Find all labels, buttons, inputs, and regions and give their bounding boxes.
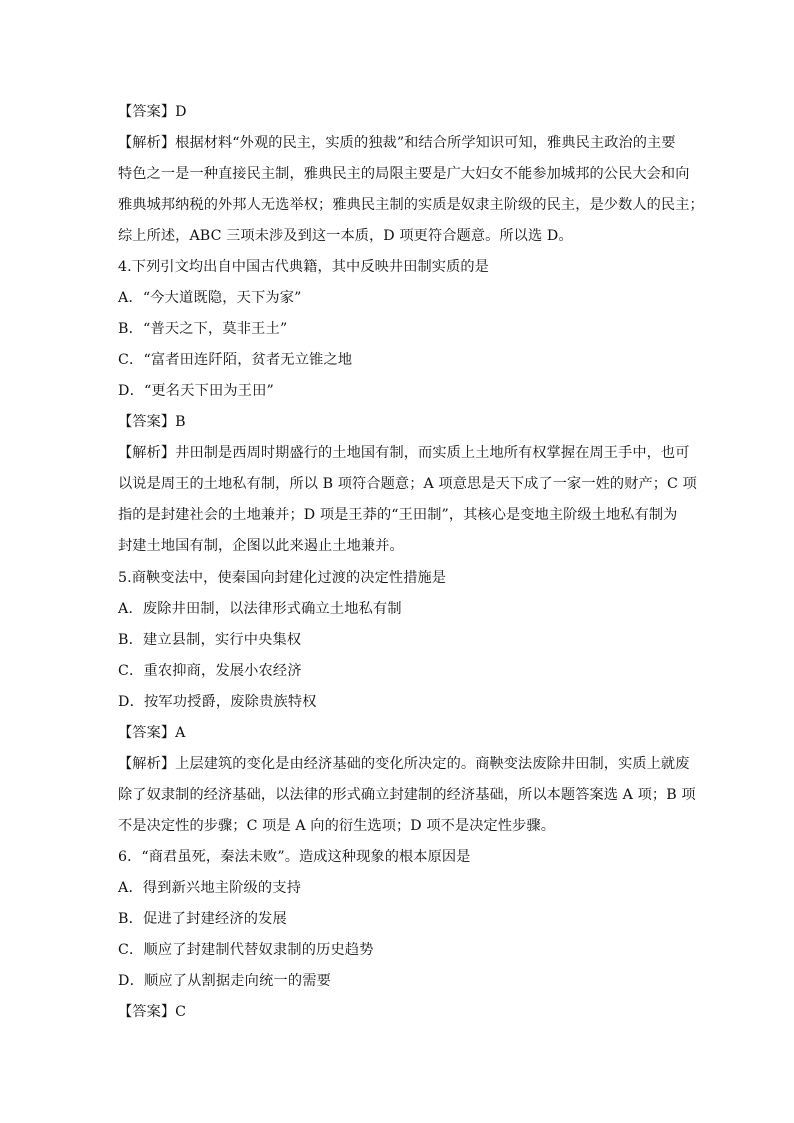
question-4: 4.下列引文均出自中国古代典籍，其中反映井田制实质的是 xyxy=(118,259,489,275)
question-5: 5.商鞅变法中，使秦国向封建化过渡的决定性措施是 xyxy=(118,570,447,586)
analysis-line: 雅典城邦纳税的外邦人无选举权；雅典民主制的实质是奴隶主阶级的民主，是少数人的民主； xyxy=(118,197,704,213)
answer-line: 【答案】A xyxy=(118,725,186,741)
option-c: C．重农抑商，发展小农经济 xyxy=(118,663,302,679)
option-c: C．“富者田连阡陌，贫者无立锥之地 xyxy=(118,352,353,368)
analysis-line: 指的是封建社会的土地兼并；D 项是王莽的“王田制”，其核心是变地主阶级土地私有制为 xyxy=(118,507,678,523)
option-a: A．得到新兴地主阶级的支持 xyxy=(118,880,302,896)
answer-line: 【答案】D xyxy=(118,104,187,120)
analysis-line: 特色之一是一种直接民主制，雅典民主的局限主要是广大妇女不能参加城邦的公民大会和向 xyxy=(118,166,690,182)
option-b: B．建立县制，实行中央集权 xyxy=(118,632,302,648)
analysis-line: 不是决定性的步骤；C 项是 A 向的衍生选项；D 项不是决定性步骤。 xyxy=(118,818,555,834)
analysis-line: 【解析】井田制是西周时期盛行的土地国有制，而实质上土地所有权掌握在周王手中，也可 xyxy=(118,445,690,461)
option-d: D．“更名天下田为王田” xyxy=(118,383,274,399)
option-b: B．“普天之下，莫非王土” xyxy=(118,321,288,337)
option-a: A．“今大道既隐，天下为家” xyxy=(118,290,302,306)
answer-line: 【答案】C xyxy=(118,1004,187,1020)
analysis-line: 综上所述，ABC 三项未涉及到这一本质，D 项更符合题意。所以选 D。 xyxy=(118,228,573,244)
option-c: C．顺应了封建制代替奴隶制的历史趋势 xyxy=(118,942,374,958)
question-6: 6．“商君虽死，秦法未败”。造成这种现象的根本原因是 xyxy=(118,849,471,865)
answer-line: 【答案】B xyxy=(118,414,186,430)
option-d: D．按军功授爵，废除贵族特权 xyxy=(118,694,317,710)
analysis-line: 除了奴隶制的经济基础，以法律的形式确立封建制的经济基础，所以本题答案选 A 项；B 项 xyxy=(118,787,696,803)
option-d: D．顺应了从割据走向统一的需要 xyxy=(118,973,332,989)
option-b: B．促进了封建经济的发展 xyxy=(118,911,287,927)
analysis-line: 封建土地国有制，企图以此来遏止土地兼并。 xyxy=(118,538,404,554)
analysis-line: 以说是周王的土地私有制，所以 B 项符合题意；A 项意思是天下成了一家一姓的财产；C 项 xyxy=(118,476,697,492)
option-a: A．废除井田制，以法律形式确立土地私有制 xyxy=(118,601,402,617)
analysis-line: 【解析】根据材料“外观的民主，实质的独裁”和结合所学知识可知，雅典民主政治的主要 xyxy=(118,135,676,151)
analysis-line: 【解析】上层建筑的变化是由经济基础的变化所决定的。商鞅变法废除井田制，实质上就废 xyxy=(118,756,690,772)
